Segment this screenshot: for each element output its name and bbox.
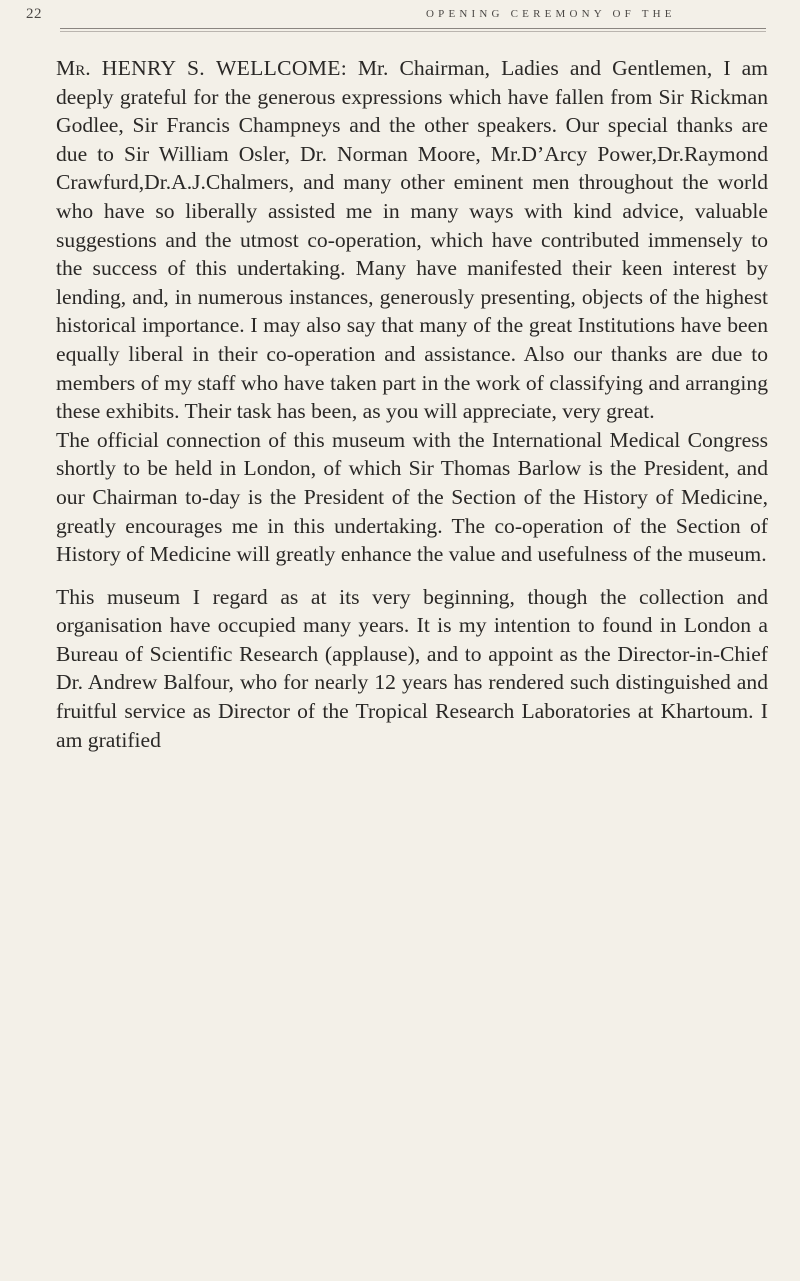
running-head-title: OPENING CEREMONY OF THE bbox=[426, 8, 676, 20]
body-text bbox=[56, 54, 768, 754]
running-head bbox=[26, 6, 766, 26]
paragraph-1-text: : Mr. Chairman, Ladies and Gentlemen, I am deeply grateful for the generous expressions which have fallen from Sir Rickman Godlee, Sir Francis Champneys and the other speakers. Our special thanks are due to Sir William Osler, Dr. Norman Moore, Mr.D’Arcy Power,Dr.Raymond Crawfurd,Dr.A.J.Chalmers, and many other eminent men throughout the world who have so liberally assisted me in many ways with kind advice, valuable suggestions and the utmost co-operation, which have contributed immensely to the success of this undertaking. Many have manifested their keen interest by lending, and, in numerous instances, generously presenting, objects of the highest historical importance. I may also say that many of the great Institutions have been equally liberal in their co-operation and assistance. Also our thanks are due to members of my staff who have taken part in the work of classifying and arranging these exhibits. Their task has been, as you will appreciate, very great. bbox=[56, 56, 768, 424]
page-number: 22 bbox=[26, 6, 42, 22]
header-rule bbox=[60, 28, 766, 29]
speaker-prefix: Mr. bbox=[56, 56, 91, 80]
speaker-name: HENRY S. WELLCOME bbox=[101, 56, 341, 80]
paragraph-3: This museum I regard as at its very beginning, though the collection and organisation have occupied many years. It is my intention to found in London a Bureau of Scientific Research (applause), and to appoint as the Director-in-Chief Dr. Andrew Balfour, who for nearly 12 years has rendered such distinguished and fruitful service as Director of the Tropical Research Laboratories at Khartoum. I am gratified bbox=[56, 584, 768, 752]
paragraph-1 bbox=[56, 54, 768, 426]
paragraph-2: The official connection of this museum with the International Medical Congress shortly to be held in London, of which Sir Thomas Barlow is the President, and our Chairman to-day is the President of the Section of the History of Medicine, greatly encourages me in this undertaking. The co-operation of the Section of History of Medicine will greatly enhance the value and usefulness of the museum. bbox=[56, 427, 768, 567]
header-rule-secondary bbox=[60, 31, 766, 32]
